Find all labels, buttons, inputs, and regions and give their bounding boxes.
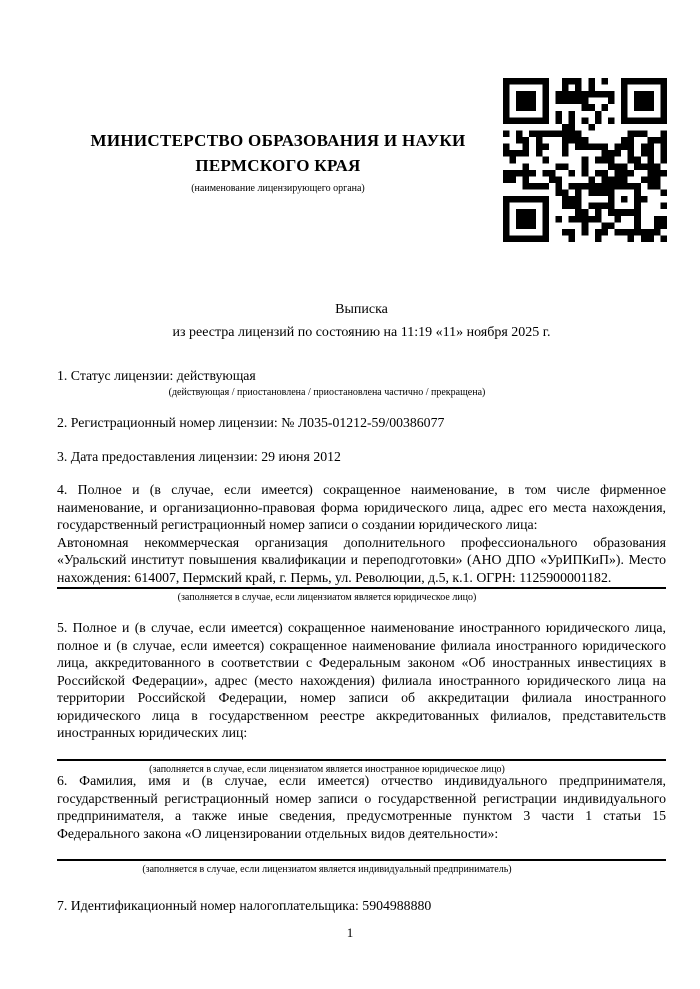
individual-entrepreneur-label: 6. Фамилия, имя и (в случае, если имеется) отчество индивидуального предпринимателя, государственный регистрационный номер записи о государственной регистрации индивидуального предпринимателя, а также иные сведения, предусмотренные пунктом 3 части 1 статьи 15 Федерального закона «О лицензировании отдельных видов деятельности»: xyxy=(57,773,666,841)
qr-code-icon xyxy=(503,78,667,242)
foreign-entity-caption: (заполняется в случае, если лицензиатом является иностранное юридическое лицо) xyxy=(149,763,505,775)
licensing-authority-header xyxy=(57,128,499,195)
legal-entity-label: 4. Полное и (в случае, если имеется) сокращенное наименование, в том числе фирменное наименование, и организационно-правовая форма юридического лица, адрес его места нахождения, государственный регистрационный номер записи о создании юридического лица: xyxy=(57,482,666,532)
section-individual-entrepreneur xyxy=(57,772,666,876)
section-foreign-entity xyxy=(57,619,666,776)
individual-entrepreneur-caption: (заполняется в случае, если лицензиатом является индивидуальный предприниматель) xyxy=(142,864,512,875)
legal-entity-caption: (заполняется в случае, если лицензиатом является юридическое лицо) xyxy=(177,592,477,603)
document-title-line2: из реестра лицензий по состоянию на 11:19 «11» ноября 2025 г. xyxy=(172,325,551,340)
page-number: 1 xyxy=(346,925,354,940)
legal-entity-value: Автономная некоммерческая организация дополнительного профессионального образования «Уральский институт повышения квалификации и переподготовки» (АНО ДПО «УрИПКиП»). Место нахождения: 614007, Пермский край, г. Пермь, ул. Революции, д.5, к.1. ОГРН: 1125900001182. xyxy=(57,534,666,585)
field-license-status: 1. Статус лицензии: действующая xyxy=(57,368,256,383)
legal-entity-underline xyxy=(57,587,666,589)
qr-code-image xyxy=(503,78,667,242)
foreign-entity-label: 5. Полное и (в случае, если имеется) сокращенное наименование иностранного юридического лица, полное и (в случае, если имеется) сокращенное наименование филиала иностранного юридического лица, аккредитованного в соответствии с Федеральным законом «Об иностранных инвестициях в Российской Федерации», адрес (место нахождения) филиала иностранного юридического лица на территории Российской Федерации, номер записи об аккредитации филиала иностранного юридического лица в государственном реестре аккредитованных филиалов, представительств иностранных юридических лиц: xyxy=(57,620,666,740)
foreign-entity-value xyxy=(57,742,666,758)
field-grant-date: 3. Дата предоставления лицензии: 29 июня 2012 xyxy=(57,449,341,464)
foreign-entity-underline xyxy=(57,759,666,761)
ministry-name-line2: ПЕРМСКОГО КРАЯ xyxy=(195,156,361,175)
individual-entrepreneur-value xyxy=(57,842,666,858)
document-title xyxy=(57,298,666,344)
section-legal-entity xyxy=(57,481,666,604)
field-taxpayer-id: 7. Идентификационный номер налогоплательщика: 5904988880 xyxy=(57,898,432,913)
document-title-line1: Выписка xyxy=(335,302,388,317)
ministry-name-caption: (наименование лицензирующего органа) xyxy=(191,183,365,194)
field-license-status-caption: (действующая / приостановлена / приостановлена частично / прекращена) xyxy=(168,387,486,398)
individual-entrepreneur-underline xyxy=(57,859,666,861)
field-registration-number: 2. Регистрационный номер лицензии: № Л035-01212-59/00386077 xyxy=(57,415,445,430)
ministry-name-line1: МИНИСТЕРСТВО ОБРАЗОВАНИЯ И НАУКИ xyxy=(90,131,466,150)
